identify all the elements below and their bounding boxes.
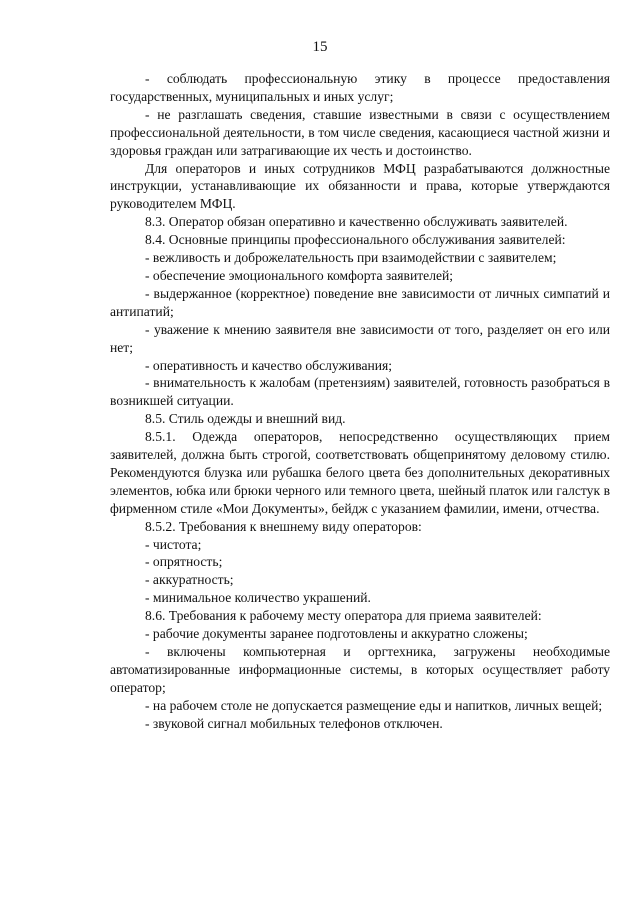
paragraph-19: 8.6. Требования к рабочему месту оператора для приема заявителей: [145,608,542,624]
paragraph-12: 8.5. Стиль одежды и внешний вид. [145,411,346,427]
paragraph-4: 8.3. Оператор обязан оперативно и качественно обслуживать заявителей. [145,214,568,230]
paragraph-13: 8.5.1. Одежда операторов, непосредственно осуществляющих прием заявителей, должна быть строгой, соответствовать общепринятому деловому стилю. Рекомендуются блузка или рубашка белого цвета без дополнительных декоративных элементов, юбка или брюки черного или темного цвета, шейный платок или галстук в фирменном стиле «Мои Документы», бейдж с указанием фамилии, имени, отчества. [110,429,610,516]
paragraph-16: - опрятность; [145,554,223,570]
paragraph-10: - оперативность и качество обслуживания; [145,357,393,373]
paragraph-11: - внимательность к жалобам (претензиям) заявителей, готовность разобраться в возникшей ситуации. [110,375,610,409]
paragraph-3: Для операторов и иных сотрудников МФЦ разрабатываются должностные инструкции, устанавливающие их обязанности и права, которые утверждаются руководителем МФЦ. [110,160,610,212]
document-body [110,70,610,733]
paragraph-17: - аккуратность; [145,572,234,588]
paragraph-23: - звуковой сигнал мобильных телефонов отключен. [145,715,443,731]
paragraph-9: - уважение к мнению заявителя вне зависимости от того, разделяет он его или нет; [110,321,610,355]
paragraph-15: - чистота; [145,536,202,552]
paragraph-1: - соблюдать профессиональную этику в процессе предоставления государственных, муниципальных и иных услуг; [110,71,610,104]
page-number: 15 [312,39,328,55]
paragraph-14: 8.5.2. Требования к внешнему виду операторов: [145,518,422,534]
paragraph-5: 8.4. Основные принципы профессионального обслуживания заявителей: [145,232,566,248]
paragraph-20: - рабочие документы заранее подготовлены и аккуратно сложены; [145,626,528,642]
paragraph-21: - включены компьютерная и оргтехника, загружены необходимые автоматизированные информационные системы, в которых осуществляет работу оператор; [110,644,610,695]
paragraph-8: - выдержанное (корректное) поведение вне зависимости от личных симпатий и антипатий; [110,285,610,319]
paragraph-6: - вежливость и доброжелательность при взаимодействии с заявителем; [145,250,557,266]
paragraph-2: - не разглашать сведения, ставшие известными в связи с осуществлением профессиональной деятельности, в том числе сведения, касающиеся частной жизни и здоровья граждан или затрагивающие их честь и достоинство. [110,106,610,158]
paragraph-18: - минимальное количество украшений. [145,590,371,606]
paragraph-22: - на рабочем столе не допускается размещение еды и напитков, личных вещей; [145,697,603,713]
paragraph-7: - обеспечение эмоционального комфорта заявителей; [145,267,454,283]
